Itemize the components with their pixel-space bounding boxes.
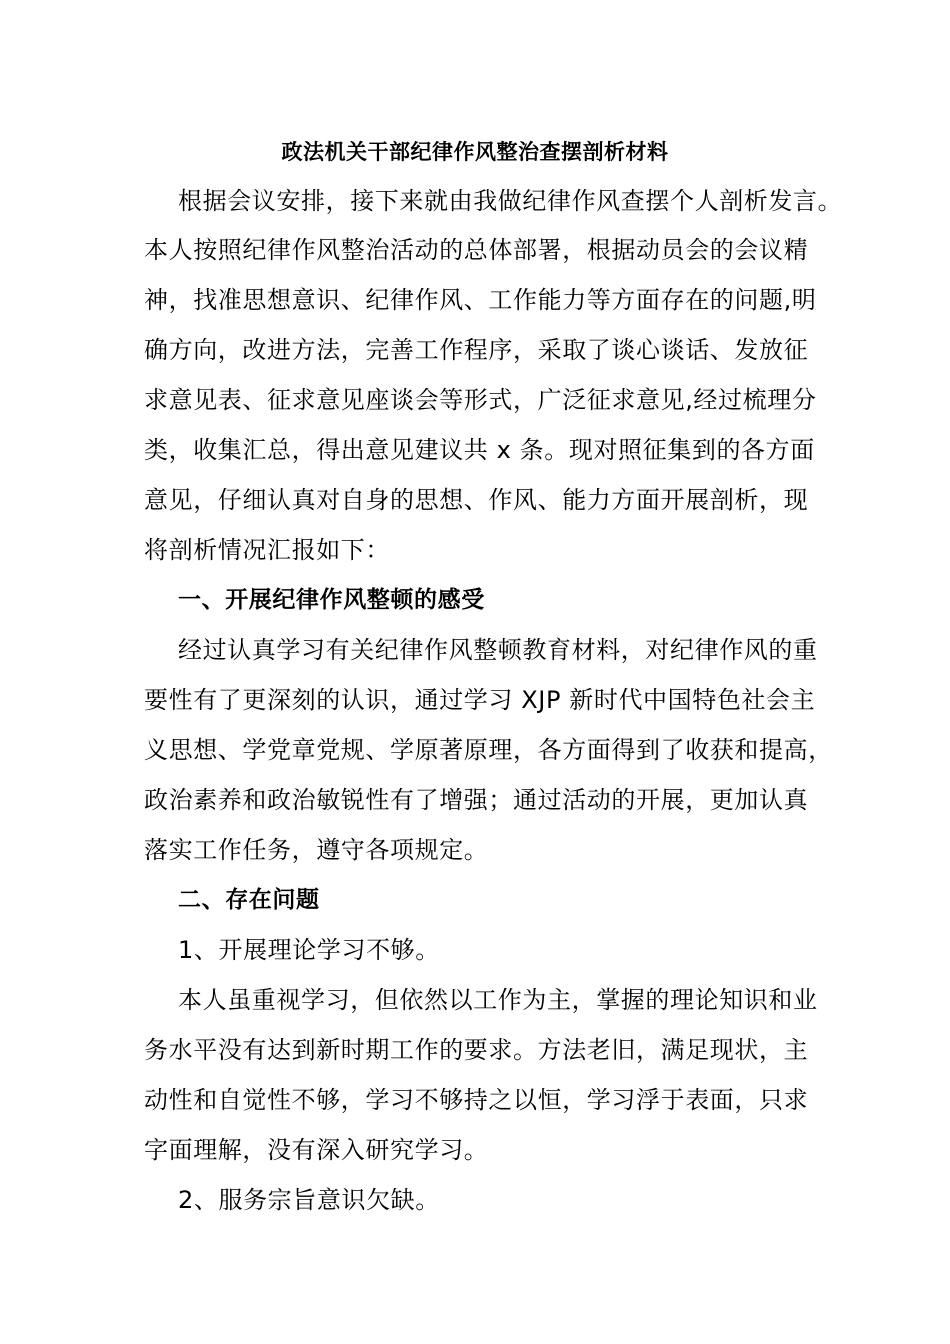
paragraph-line: 本人虽重视学习，但依然以工作为主，掌握的理论知识和业 [178, 986, 818, 1014]
paragraph-line: 经过认真学习有关纪律作风整顿教育材料，对纪律作风的重 [178, 636, 818, 664]
paragraph-line: 根据会议安排，接下来就由我做纪律作风查摆个人剖析发言。 [178, 187, 843, 215]
paragraph-line: 本人按照纪律作风整治活动的总体部署，根据动员会的会议精 [144, 236, 809, 264]
paragraph-line: 字面理解，没有深入研究学习。 [144, 1136, 489, 1164]
paragraph-line: 求意见表、征求意见座谈会等形式，广泛征求意见,经过梳理分 [144, 386, 817, 414]
paragraph-line: 神，找准思想意识、纪律作风、工作能力等方面存在的问题,明 [144, 286, 817, 314]
subsection-heading: 1、开展理论学习不够。 [178, 936, 440, 964]
subsection-heading: 2、服务宗旨意识欠缺。 [178, 1186, 440, 1214]
paragraph-line: 类，收集汇总，得出意见建议共 x 条。现对照征集到的各方面 [144, 436, 815, 464]
paragraph-line: 义思想、学党章党规、学原著原理，各方面得到了收获和提高， [144, 736, 833, 764]
document-title: 政法机关干部纪律作风整治查摆剖析材料 [281, 140, 669, 164]
paragraph-line: 落实工作任务，遵守各项规定。 [144, 836, 489, 864]
paragraph-line: 确方向，改进方法，完善工作程序，采取了谈心谈话、发放征 [144, 336, 809, 364]
section-heading: 二、存在问题 [178, 887, 320, 913]
section-heading: 一、开展纪律作风整顿的感受 [178, 587, 485, 613]
paragraph-line: 动性和自觉性不够，学习不够持之以恒，学习浮于表面，只求 [144, 1086, 809, 1114]
paragraph-line: 意见，仔细认真对自身的思想、作风、能力方面开展剖析，现 [144, 486, 809, 514]
paragraph-line: 要性有了更深刻的认识，通过学习 XJP 新时代中国特色社会主 [144, 686, 816, 714]
paragraph-line: 将剖析情况汇报如下： [144, 536, 390, 564]
paragraph-line: 务水平没有达到新时期工作的要求。方法老旧，满足现状，主 [144, 1036, 809, 1064]
paragraph-line: 政治素养和政治敏锐性有了增强；通过活动的开展，更加认真 [144, 786, 809, 814]
